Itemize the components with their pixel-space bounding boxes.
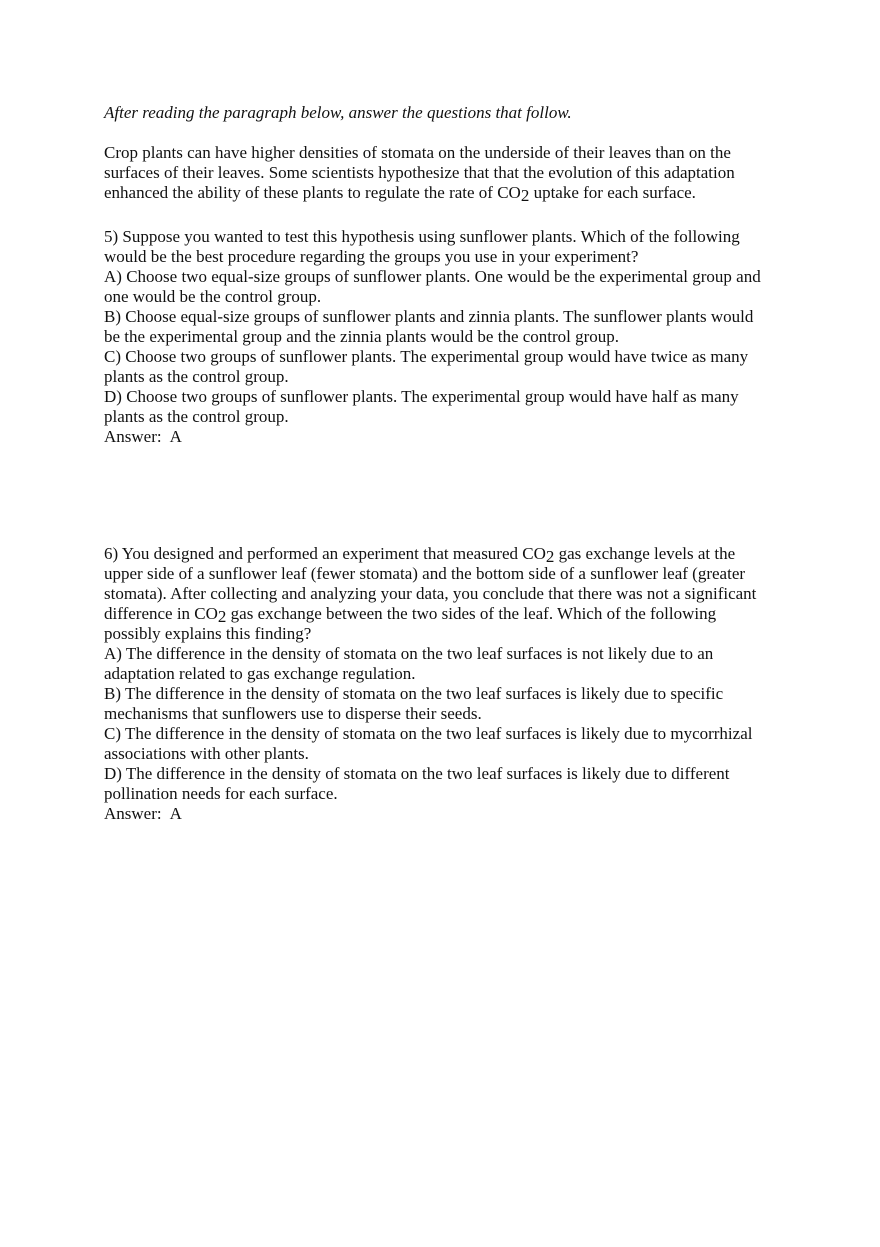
passage-line-3-text: enhanced the ability of these plants to regulate the rate of CO [104, 183, 521, 202]
q5-option-a-line-1: A) Choose two equal-size groups of sunflower plants. One would be the experimental group and [104, 267, 761, 286]
passage-line-3 [104, 183, 794, 203]
q6-option-b-line-1: B) The difference in the density of stomata on the two leaf surfaces is likely due to specific [104, 684, 724, 703]
passage-line-2: surfaces of their leaves. Some scientists hypothesize that that the evolution of this adaptation [104, 163, 735, 182]
q6-option-c-line-1: C) The difference in the density of stomata on the two leaf surfaces is likely due to mycorrhizal [104, 724, 753, 743]
q5-stem-line-2: would be the best procedure regarding the groups you use in your experiment? [104, 247, 639, 266]
q5-option-c-line-1: C) Choose two groups of sunflower plants. The experimental group would have twice as many [104, 347, 749, 366]
q6-stem-line-4-text: difference in CO [104, 604, 218, 623]
q6-stem-line-2: upper side of a sunflower leaf (fewer stomata) and the bottom side of a sunflower leaf (greater [104, 564, 746, 583]
passage-line-1: Crop plants can have higher densities of stomata on the underside of their leaves than on the [104, 143, 731, 162]
q6-co2-subscript-2: 2 [217, 607, 227, 626]
q6-stem-line-4 [104, 604, 794, 624]
q6-option-a-line-2: adaptation related to gas exchange regulation. [104, 664, 416, 683]
q5-stem-line-1: 5) Suppose you wanted to test this hypothesis using sunflower plants. Which of the following [104, 227, 740, 246]
q6-stem-line-3: stomata). After collecting and analyzing your data, you conclude that there was not a significant [104, 584, 757, 603]
reading-passage [104, 143, 794, 203]
q6-co2-subscript-1: 2 [545, 547, 555, 566]
instruction-text [104, 103, 794, 123]
q6-answer [104, 804, 794, 824]
q5-option-c-line-2: plants as the control group. [104, 367, 289, 386]
q6-answer-value: A [169, 804, 182, 823]
q6-stem-line-4-tail: gas exchange between the two sides of the leaf. Which of the following [226, 604, 717, 623]
q6-stem-line-5: possibly explains this finding? [104, 624, 312, 643]
q5-answer-value: A [169, 427, 182, 446]
q6-option-a-line-1: A) The difference in the density of stomata on the two leaf surfaces is not likely due to an [104, 644, 714, 663]
q6-option-d-line-2: pollination needs for each surface. [104, 784, 338, 803]
question-6 [104, 544, 794, 824]
passage-line-3-tail: uptake for each surface. [529, 183, 696, 202]
q6-answer-label: Answer: [104, 804, 162, 823]
q5-answer [104, 427, 794, 447]
q5-option-a-line-2: one would be the control group. [104, 287, 322, 306]
q5-answer-label: Answer: [104, 427, 162, 446]
question-5 [104, 227, 794, 447]
q6-stem-line-1-tail: gas exchange levels at the [554, 544, 736, 563]
q5-option-b-line-2: be the experimental group and the zinnia plants would be the control group. [104, 327, 620, 346]
q5-option-b-line-1: B) Choose equal-size groups of sunflower plants and zinnia plants. The sunflower plants would [104, 307, 754, 326]
q5-option-d-line-1: D) Choose two groups of sunflower plants. The experimental group would have half as many [104, 387, 739, 406]
q5-option-d-line-2: plants as the control group. [104, 407, 289, 426]
q6-option-c-line-2: associations with other plants. [104, 744, 309, 763]
q6-stem-line-1 [104, 544, 794, 564]
co2-subscript: 2 [520, 186, 530, 205]
instruction-line: After reading the paragraph below, answer the questions that follow. [104, 103, 572, 122]
q6-option-b-line-2: mechanisms that sunflowers use to disperse their seeds. [104, 704, 482, 723]
q6-option-d-line-1: D) The difference in the density of stomata on the two leaf surfaces is likely due to different [104, 764, 730, 783]
q6-stem-line-1-text: 6) You designed and performed an experiment that measured CO [104, 544, 546, 563]
